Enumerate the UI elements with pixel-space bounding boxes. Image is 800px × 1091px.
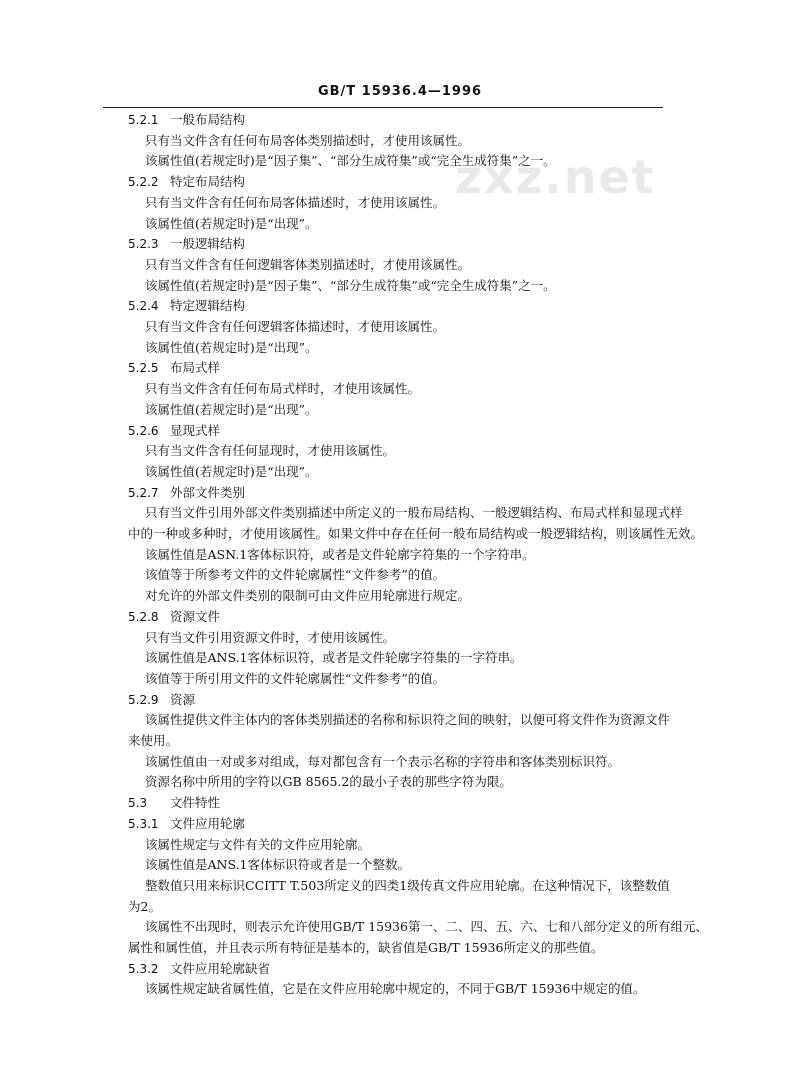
paragraph-line: 该值等于所引用文件的文件轮廓属性“文件参考”的值。 [145,670,446,686]
section-title: 外部文件类别 [170,484,246,500]
section-number: 5.2.8 [128,609,159,624]
section-title: 布局式样 [170,360,221,376]
paragraph-line: 对允许的外部文件类别的限制可由文件应用轮廓进行规定。 [145,588,471,604]
paragraph-line: 该属性值(若规定时)是“出现”。 [145,463,318,479]
paragraph-line: 该属性值(若规定时)是“出现”。 [145,401,318,417]
section-heading [128,236,245,252]
section-number: 5.2.2 [128,175,159,190]
section-heading [128,298,245,314]
section-title: 文件应用轮廓 [170,815,246,831]
paragraph-line: 整数值只用来标识CCITT T.503所定义的四类1级传真文件应用轮廓。在这种情况下，该整数值 [145,877,670,893]
section-title: 一般逻辑结构 [170,236,246,252]
paragraph-line: 该属性规定缺省属性值，它是在文件应用轮廓中规定的，不同于GB/T 15936中规定的值。 [145,981,646,997]
section-number: 5.2.1 [128,113,159,127]
section-title: 特定布局结构 [170,174,246,190]
section-number: 5.2.5 [128,361,159,376]
paragraph-line: 该属性规定与文件有关的文件应用轮廓。 [145,836,371,852]
section-heading [128,816,245,832]
section-number: 5.3.1 [128,816,159,831]
section-title: 一般布局结构 [170,112,246,127]
paragraph-line: 只有当文件引用资源文件时，才使用该属性。 [145,629,396,645]
paragraph-line: 该属性值是ASN.1客体标识符，或者是文件轮廓字符集的一个字符串。 [145,546,535,562]
section-number: 5.3.2 [128,961,159,976]
section-number: 5.2.7 [128,485,159,500]
section-heading [128,609,220,625]
paragraph-line: 该属性值是ANS.1客体标识符，或者是文件轮廓字符集的一字符串。 [145,650,523,666]
watermark: zxz.net [455,150,656,204]
header-rule [103,107,663,108]
paragraph-line: 只有当文件含有任何逻辑客体描述时，才使用该属性。 [145,319,446,334]
paragraph-line: 该属性值(若规定时)是“出现”。 [145,339,318,355]
paragraph-line: 只有当文件含有任何显现时，才使用该属性。 [145,443,396,459]
paragraph-line: 只有当文件含有任何逻辑客体类别描述时，才使用该属性。 [145,256,471,272]
section-number: 5.3 [128,796,148,811]
paragraph-line: 该属性不出现时，则表示允许使用GB/T 15936第一、二、四、五、六、七和八部分定义的所有组元、 [145,919,708,935]
paragraph-line: 该属性值是ANS.1客体标识符或者是一个整数。 [145,857,411,873]
section-heading [128,423,220,439]
section-heading [128,360,220,376]
section-heading [128,112,245,128]
section-title: 特定逻辑结构 [170,298,246,314]
section-number: 5.2.6 [128,423,159,438]
paragraph-line: 该属性值(若规定时)是“出现”。 [145,215,318,231]
section-title: 资源文件 [170,608,221,624]
section-heading [128,485,245,501]
section-number: 5.2.3 [128,237,159,252]
section-heading [128,692,195,708]
paragraph-line: 资源名称中所用的字符以GB 8565.2的最小子表的那些字符为限。 [145,774,512,790]
section-title: 资源 [170,691,196,707]
section-heading [128,174,245,190]
paragraph-line: 该属性值由一对或多对组成，每对都包含有一个表示名称的字符串和客体类别标识符。 [145,753,621,769]
paragraph-line: 只有当文件引用外部文件类别描述中所定义的一般布局结构、一般逻辑结构、布局式样和显现式样 [145,505,683,521]
paragraph-continuation: 为2。 [128,898,161,914]
paragraph-line: 只有当文件含有任何布局客体类别描述时，才使用该属性。 [145,132,471,148]
section-number: 5.2.9 [128,692,159,707]
paragraph-line: 只有当文件含有任何布局式样时，才使用该属性。 [145,381,421,397]
section-heading [128,961,270,977]
section-title: 文件应用轮廓缺省 [170,960,271,976]
section-heading [128,795,220,811]
section-title: 文件特性 [170,795,221,811]
page-header: GB/T 15936.4—1996 [317,84,483,99]
paragraph-line: 只有当文件含有任何布局客体描述时，才使用该属性。 [145,194,446,210]
paragraph-continuation: 来使用。 [128,733,179,748]
paragraph-line: 该属性值(若规定时)是“因子集”、“部分生成符集”或“完全生成符集”之一。 [145,153,556,169]
paragraph-continuation: 属性和属性值，并且表示所有特征是基本的，缺省值是GB/T 15936所定义的那些值。 [128,940,604,955]
section-number: 5.2.4 [128,299,159,314]
paragraph-line: 该属性提供文件主体内的客体类别描述的名称和标识符之间的映射，以便可将文件作为资源文件 [145,712,671,728]
section-title: 显现式样 [170,422,221,438]
paragraph-line: 该值等于所参考文件的文件轮廓属性“文件参考”的值。 [145,567,446,583]
paragraph-line: 该属性值(若规定时)是“因子集”、“部分生成符集”或“完全生成符集”之一。 [145,277,556,293]
paragraph-continuation: 中的一种或多种时，才使用该属性。如果文件中存在任何一般布局结构或一般逻辑结构，则该属性无效。 [128,526,704,541]
